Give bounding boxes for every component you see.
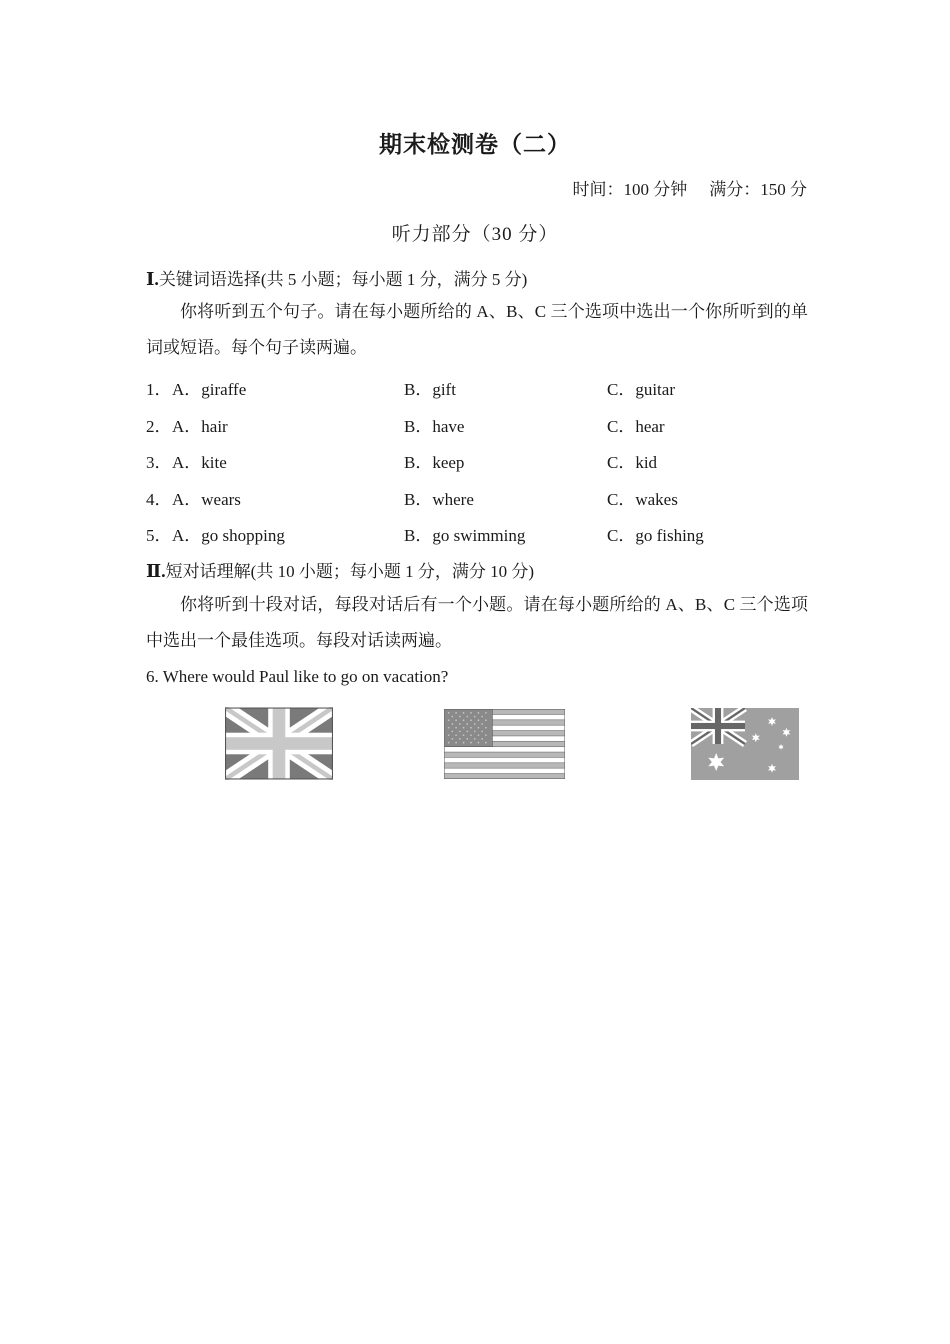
option-b: B．keep bbox=[404, 453, 465, 472]
section-2-numeral: Ⅱ. bbox=[146, 561, 166, 581]
usa-flag-icon bbox=[444, 709, 565, 779]
section-1-instructions: 你将听到五个句子。请在每小题所给的 A、B、C 三个选项中选出一个你所听到的单词或短语。每个句子读两遍。 bbox=[146, 302, 808, 357]
option-c: C．wakes bbox=[607, 490, 678, 509]
option-a: A．go shopping bbox=[172, 526, 285, 545]
option-c: C．go fishing bbox=[607, 526, 704, 545]
question-row bbox=[146, 448, 808, 472]
section-1-heading bbox=[146, 265, 527, 290]
option-a: A．kite bbox=[172, 453, 227, 472]
question-6-text: 6. Where would Paul like to go on vacation? bbox=[146, 667, 449, 686]
section-1-numeral: Ⅰ. bbox=[146, 269, 159, 289]
option-b: B．gift bbox=[404, 380, 456, 399]
question-row bbox=[146, 485, 808, 509]
option-a: A．wears bbox=[172, 490, 241, 509]
question-number: 5． bbox=[146, 526, 172, 545]
section-1-title: 关键词语选择(共 5 小题；每小题 1 分，满分 5 分) bbox=[158, 270, 528, 289]
question-number: 1． bbox=[146, 380, 172, 399]
option-c: C．hear bbox=[607, 417, 665, 436]
exam-meta bbox=[573, 175, 808, 200]
page-title: 期末检测卷（二） bbox=[379, 132, 571, 158]
question-row bbox=[146, 521, 808, 545]
option-a: A．hair bbox=[172, 417, 228, 436]
option-b: B．have bbox=[404, 417, 465, 436]
section-2-heading bbox=[146, 557, 534, 582]
question-row bbox=[146, 375, 808, 399]
option-a: A．giraffe bbox=[172, 380, 247, 399]
option-c: C．guitar bbox=[607, 380, 675, 399]
exam-score: 满分：150 分 bbox=[709, 180, 807, 199]
section-2-instructions: 你将听到十段对话，每段对话后有一个小题。请在每小题所给的 A、B、C 三个选项中选出一个最佳选项。每段对话读两遍。 bbox=[146, 595, 808, 650]
question-number: 2． bbox=[146, 417, 172, 436]
exam-time: 时间：100 分钟 bbox=[572, 180, 688, 199]
option-b: B．go swimming bbox=[404, 526, 526, 545]
option-b: B．where bbox=[404, 490, 474, 509]
option-c: C．kid bbox=[607, 453, 658, 472]
listening-part-title: 听力部分（30 分） bbox=[391, 224, 559, 245]
australia-flag-icon bbox=[691, 708, 799, 780]
question-number: 3． bbox=[146, 453, 172, 472]
uk-flag-icon bbox=[225, 707, 333, 780]
question-number: 4． bbox=[146, 490, 172, 509]
section-2-title: 短对话理解(共 10 小题；每小题 1 分，满分 10 分) bbox=[165, 562, 534, 581]
question-row bbox=[146, 412, 808, 436]
